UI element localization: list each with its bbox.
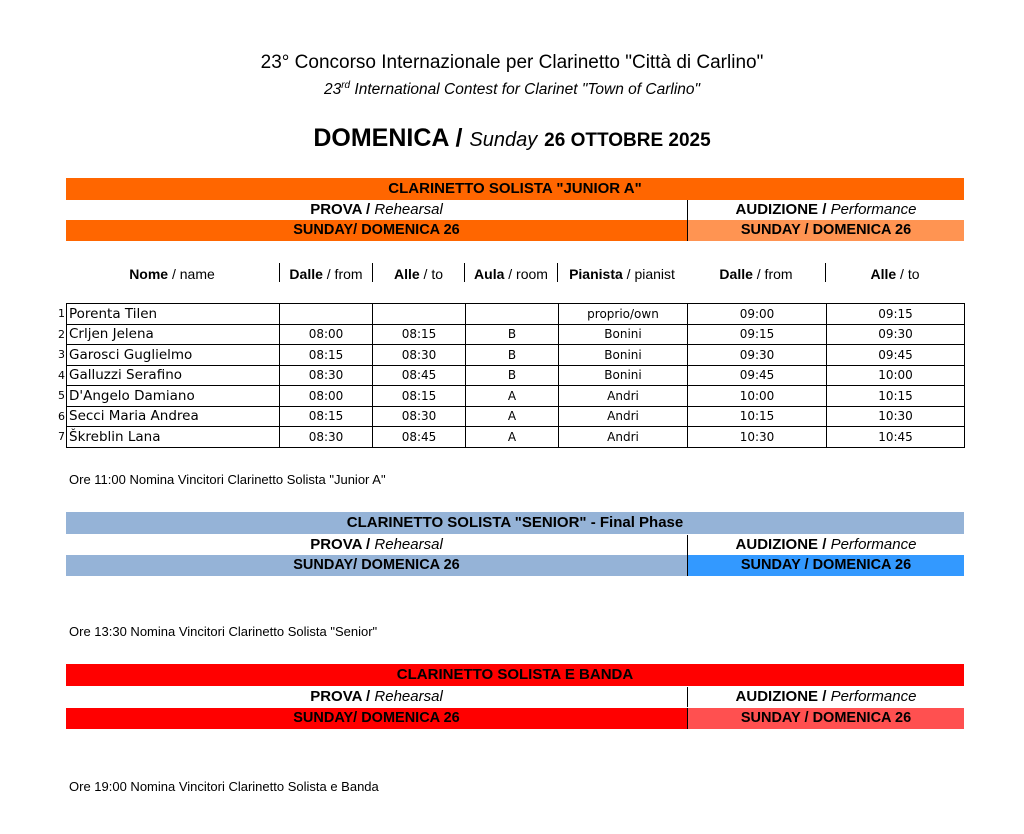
row-number: 5 <box>58 389 65 403</box>
row-number: 7 <box>58 430 65 444</box>
table-row <box>54 427 965 448</box>
room: B <box>466 324 559 345</box>
participant-name: Garosci Guglielmo <box>67 345 280 366</box>
room <box>466 304 559 325</box>
contest-title-english <box>0 80 1024 99</box>
performance-from: 09:30 <box>688 345 827 366</box>
note-senior: Ore 13:30 Nomina Vincitori Clarinetto Solista "Senior" <box>69 624 378 639</box>
participant-name: D'Angelo Damiano <box>67 386 280 407</box>
row-number: 1 <box>58 307 65 321</box>
day-it: DOMENICA / <box>313 124 463 152</box>
audizione-label: AUDIZIONE / Performance <box>735 536 917 553</box>
date-performance: SUNDAY / DOMENICA 26 <box>688 708 964 729</box>
room: A <box>466 427 559 448</box>
table-row <box>54 345 965 366</box>
room: B <box>466 365 559 386</box>
rehearsal-from <box>280 304 373 325</box>
audizione-label: AUDIZIONE / Performance <box>735 688 917 705</box>
rehearsal-to <box>373 304 466 325</box>
participant-name: Secci Maria Andrea <box>67 406 280 427</box>
performance-to: 10:15 <box>827 386 965 407</box>
table-row <box>54 304 965 325</box>
participant-name: Porenta Tilen <box>67 304 280 325</box>
room: A <box>466 406 559 427</box>
col-header-from: Dalle / from <box>289 266 363 282</box>
date-performance: SUNDAY / DOMENICA 26 <box>688 220 964 241</box>
performance-from: 09:15 <box>688 324 827 345</box>
col-header-to: Alle / to <box>393 266 444 282</box>
rehearsal-from: 08:00 <box>280 386 373 407</box>
audizione-label: AUDIZIONE / Performance <box>735 201 917 218</box>
table-row <box>54 324 965 345</box>
col-header-perf-from: Dalle / from <box>719 266 793 282</box>
title-en-ordinal: rd <box>341 80 351 91</box>
performance-from: 10:00 <box>688 386 827 407</box>
rehearsal-to: 08:45 <box>373 365 466 386</box>
table-row <box>54 365 965 386</box>
performance-to: 09:30 <box>827 324 965 345</box>
rehearsal-to: 08:15 <box>373 324 466 345</box>
participant-name: Škreblin Lana <box>67 427 280 448</box>
contest-title-italian: 23° Concorso Internazionale per Clarinetto "Città di Carlino" <box>260 52 764 73</box>
col-header-room: Aula / room <box>474 266 548 282</box>
rehearsal-to: 08:30 <box>373 406 466 427</box>
section-banda-subheader <box>66 687 964 707</box>
pianist: Bonini <box>559 324 688 345</box>
section-senior-subheader <box>66 535 964 555</box>
rehearsal-to: 08:15 <box>373 386 466 407</box>
table-row <box>54 386 965 407</box>
prova-label: PROVA / Rehearsal <box>310 536 443 553</box>
rehearsal-from: 08:00 <box>280 324 373 345</box>
rehearsal-to: 08:45 <box>373 427 466 448</box>
pianist: proprio/own <box>559 304 688 325</box>
performance-from: 09:00 <box>688 304 827 325</box>
day-title <box>0 124 1024 153</box>
performance-to: 10:45 <box>827 427 965 448</box>
section-senior-dates <box>66 555 964 576</box>
performance-from: 09:45 <box>688 365 827 386</box>
rehearsal-to: 08:30 <box>373 345 466 366</box>
participant-name: Crljen Jelena <box>67 324 280 345</box>
section-senior-title: CLARINETTO SOLISTA "SENIOR" - Final Phase <box>66 512 964 534</box>
date-rehearsal: SUNDAY/ DOMENICA 26 <box>66 555 687 576</box>
date-rehearsal: SUNDAY/ DOMENICA 26 <box>66 708 687 729</box>
section-banda-title: CLARINETTO SOLISTA E BANDA <box>66 664 964 686</box>
note-banda: Ore 19:00 Nomina Vincitori Clarinetto Solista e Banda <box>69 779 379 794</box>
table-row <box>54 406 965 427</box>
section-banda-dates <box>66 708 964 729</box>
performance-to: 10:30 <box>827 406 965 427</box>
row-number: 4 <box>58 368 65 382</box>
performance-from: 10:30 <box>688 427 827 448</box>
day-date: 26 OTTOBRE 2025 <box>544 130 711 151</box>
section-junior-subheader <box>66 200 964 220</box>
date-performance: SUNDAY / DOMENICA 26 <box>688 555 964 576</box>
day-en: Sunday <box>469 129 538 151</box>
rehearsal-from: 08:30 <box>280 365 373 386</box>
pianist: Andri <box>559 427 688 448</box>
rehearsal-from: 08:15 <box>280 345 373 366</box>
date-rehearsal: SUNDAY/ DOMENICA 26 <box>66 220 687 241</box>
col-header-name: Nome / name <box>129 266 215 282</box>
col-header-perf-to: Alle / to <box>870 266 920 282</box>
pianist: Andri <box>559 406 688 427</box>
note-junior: Ore 11:00 Nomina Vincitori Clarinetto Solista "Junior A" <box>69 472 386 487</box>
row-number: 2 <box>58 327 65 341</box>
participant-name: Galluzzi Serafino <box>67 365 280 386</box>
section-junior-title: CLARINETTO SOLISTA "JUNIOR A" <box>66 178 964 200</box>
section-junior-dates <box>66 220 964 241</box>
row-number: 3 <box>58 348 65 362</box>
title-en-text: International Contest for Clarinet "Town of Carlino" <box>350 81 701 99</box>
prova-label: PROVA / Rehearsal <box>310 688 443 705</box>
pianist: Bonini <box>559 365 688 386</box>
prova-label: PROVA / Rehearsal <box>310 201 443 218</box>
schedule-table <box>54 303 965 448</box>
performance-to: 09:15 <box>827 304 965 325</box>
performance-from: 10:15 <box>688 406 827 427</box>
pianist: Bonini <box>559 345 688 366</box>
rehearsal-from: 08:30 <box>280 427 373 448</box>
performance-to: 09:45 <box>827 345 965 366</box>
row-number: 6 <box>58 409 65 423</box>
room: A <box>466 386 559 407</box>
performance-to: 10:00 <box>827 365 965 386</box>
col-header-pianist: Pianista / pianist <box>569 266 675 282</box>
rehearsal-from: 08:15 <box>280 406 373 427</box>
title-en-number: 23 <box>323 81 342 99</box>
pianist: Andri <box>559 386 688 407</box>
room: B <box>466 345 559 366</box>
